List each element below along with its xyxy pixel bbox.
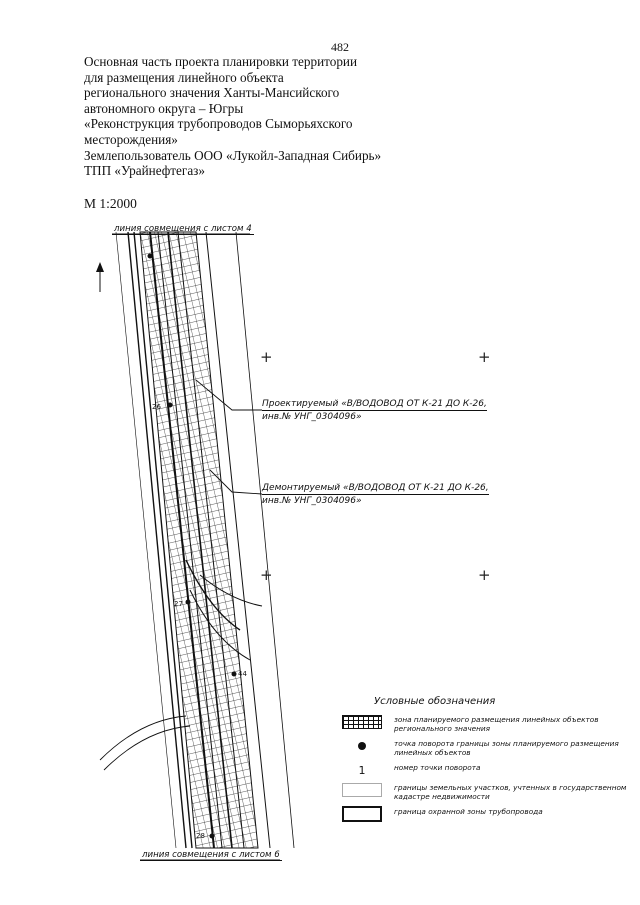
title-line: автономного округа – Югры — [84, 100, 244, 116]
turn-point-label: 26 — [152, 403, 161, 411]
title-line: месторождения» — [84, 131, 178, 147]
title-line: регионального значения Ханты-Мансийского — [84, 85, 340, 101]
legend-item-text: граница охранной зоны трубопровода — [394, 807, 543, 816]
legend-item — [342, 715, 632, 733]
grid-cross-icon: + — [478, 566, 491, 584]
light-rect-icon — [342, 783, 382, 797]
turn-point-label: 28 — [196, 832, 205, 840]
legend-item-text: зона планируемого размещения линейных объектов регионального значения — [394, 715, 599, 733]
legend-item-text: номер точки поворота — [394, 763, 481, 772]
title-line: ТПП «Урайнефтегаз» — [84, 163, 205, 179]
match-line-top-label: линия совмещения с листом 4 — [114, 224, 252, 234]
callout-proposed — [262, 398, 487, 423]
legend-title: Условные обозначения — [374, 696, 496, 707]
bold-rect-icon — [342, 806, 382, 822]
legend-number: 1 — [358, 763, 366, 777]
north-arrow-icon — [96, 262, 104, 292]
turn-point-label: 44 — [238, 670, 247, 678]
grid-cross-icon: + — [260, 348, 273, 366]
turn-point-label: 27 — [174, 600, 183, 608]
callout-dismantled — [262, 482, 489, 507]
legend — [342, 696, 632, 827]
legend-item — [342, 783, 632, 801]
title-line: Землепользователь ООО «Лукойл-Западная Сибирь» — [84, 147, 382, 163]
callout-line: инв.№ УНГ_0304096» — [262, 412, 362, 422]
title-line: для размещения линейного объекта — [84, 69, 284, 85]
grid-cross-icon: + — [260, 566, 273, 584]
legend-item-text: границы земельных участков, учтенных в государственном кадастре недвижимости — [394, 783, 627, 801]
legend-item — [342, 739, 632, 757]
legend-item — [342, 763, 632, 777]
map-scale: М 1:2000 — [84, 196, 137, 211]
title-line: «Реконструкция трубопроводов Сыморьяхского — [84, 116, 353, 132]
callout-line: инв.№ УНГ_0304096» — [262, 496, 362, 506]
callout-line: Проектируемый «В/ВОДОВОД ОТ К-21 ДО К-26, — [262, 399, 487, 409]
match-line-bottom-label: линия совмещения с листом 6 — [142, 850, 280, 860]
grid-cross-icon: + — [478, 348, 491, 366]
dot-icon — [358, 742, 366, 750]
hatch-swatch-icon — [342, 715, 382, 729]
page-number: 482 — [331, 40, 349, 54]
callout-line: Демонтируемый «В/ВОДОВОД ОТ К-21 ДО К-26, — [262, 483, 489, 493]
title-line: Основная часть проекта планировки территории — [84, 54, 358, 69]
legend-item-text: точка поворота границы зоны планируемого размещения линейных объектов — [394, 739, 619, 757]
legend-item — [342, 807, 632, 821]
